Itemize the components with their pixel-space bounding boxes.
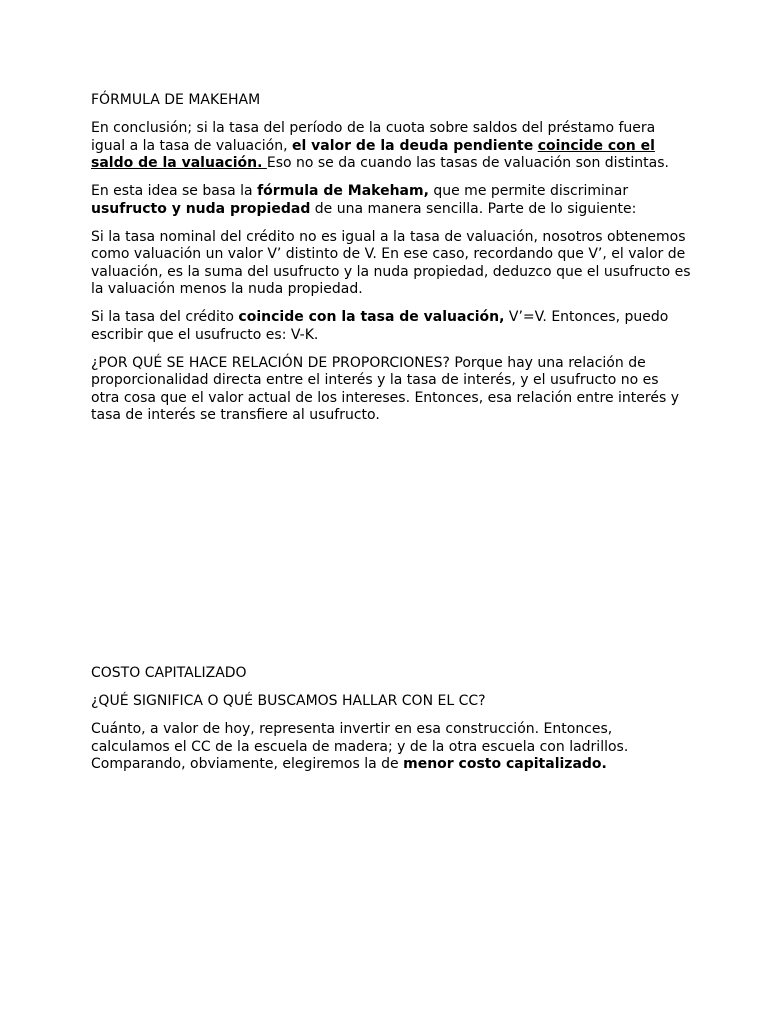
text-run: En conclusión; si la tasa del período de la cuota sobre saldos del préstamo fuera igual a la tasa de valuación, xyxy=(91,120,656,154)
text-run: de una manera sencilla. Parte de lo siguiente: xyxy=(310,200,637,217)
question-cc: ¿QUÉ SIGNIFICA O QUÉ BUSCAMOS HALLAR CON EL CC? xyxy=(91,693,486,709)
text-run: Cuánto, a valor de hoy, representa invertir en esa construcción. Entonces, calculamos el CC de la escuela de madera; y de la otra escuela con ladrillos. Comparando, obviamente, elegiremos la de xyxy=(91,721,629,772)
paragraph-conclusion xyxy=(91,120,691,173)
bold-text: el valor de la deuda pendiente xyxy=(292,137,534,154)
text-run: En esta idea se basa la xyxy=(91,183,258,199)
paragraph-makeham-idea xyxy=(91,183,691,218)
paragraph-nominal-rate: Si la tasa nominal del crédito no es igual a la tasa de valuación, nosotros obtenemos como valuación un valor V’ distinto de V. En ese caso, recordando que V’, el valor de valuación, es la suma del usufructo y la nuda propiedad, deduzco que el usufructo es la valuación menos la nuda propiedad. xyxy=(91,228,691,297)
section-makeham xyxy=(91,92,691,435)
text-run: Eso no se da cuando las tasas de valuación son distintas. xyxy=(266,155,669,171)
section-title-costo: COSTO CAPITALIZADO xyxy=(91,665,247,681)
bold-text: fórmula de Makeham, xyxy=(257,183,429,199)
section-title-makeham: FÓRMULA DE MAKEHAM xyxy=(91,92,261,108)
bold-text: usufructo y nuda propiedad xyxy=(91,200,311,217)
paragraph-rate-coincides xyxy=(91,309,691,344)
bold-text: menor costo capitalizado. xyxy=(403,756,607,772)
bold-underlined-text: coincide con el saldo de la valuación. xyxy=(91,137,655,171)
text-run: que me permite discriminar xyxy=(428,183,629,199)
paragraph-cc-answer xyxy=(91,721,691,774)
bold-text: coincide con la tasa de valuación, xyxy=(238,309,505,325)
text-run: Si la tasa del crédito xyxy=(91,309,239,325)
text-run: V’=V. Entonces, puedo escribir que el usufructo es: V-K. xyxy=(91,309,669,343)
paragraph-proportions: ¿POR QUÉ SE HACE RELACIÓN DE PROPORCIONES? Porque hay una relación de proporcionalidad directa entre el interés y la tasa de interés, y el usufructo no es otra cosa que el valor actual de los intereses. Entonces, esa relación entre interés y tasa de interés se transfiere al usufructo. xyxy=(91,354,679,423)
section-costo-capitalizado xyxy=(91,665,691,784)
